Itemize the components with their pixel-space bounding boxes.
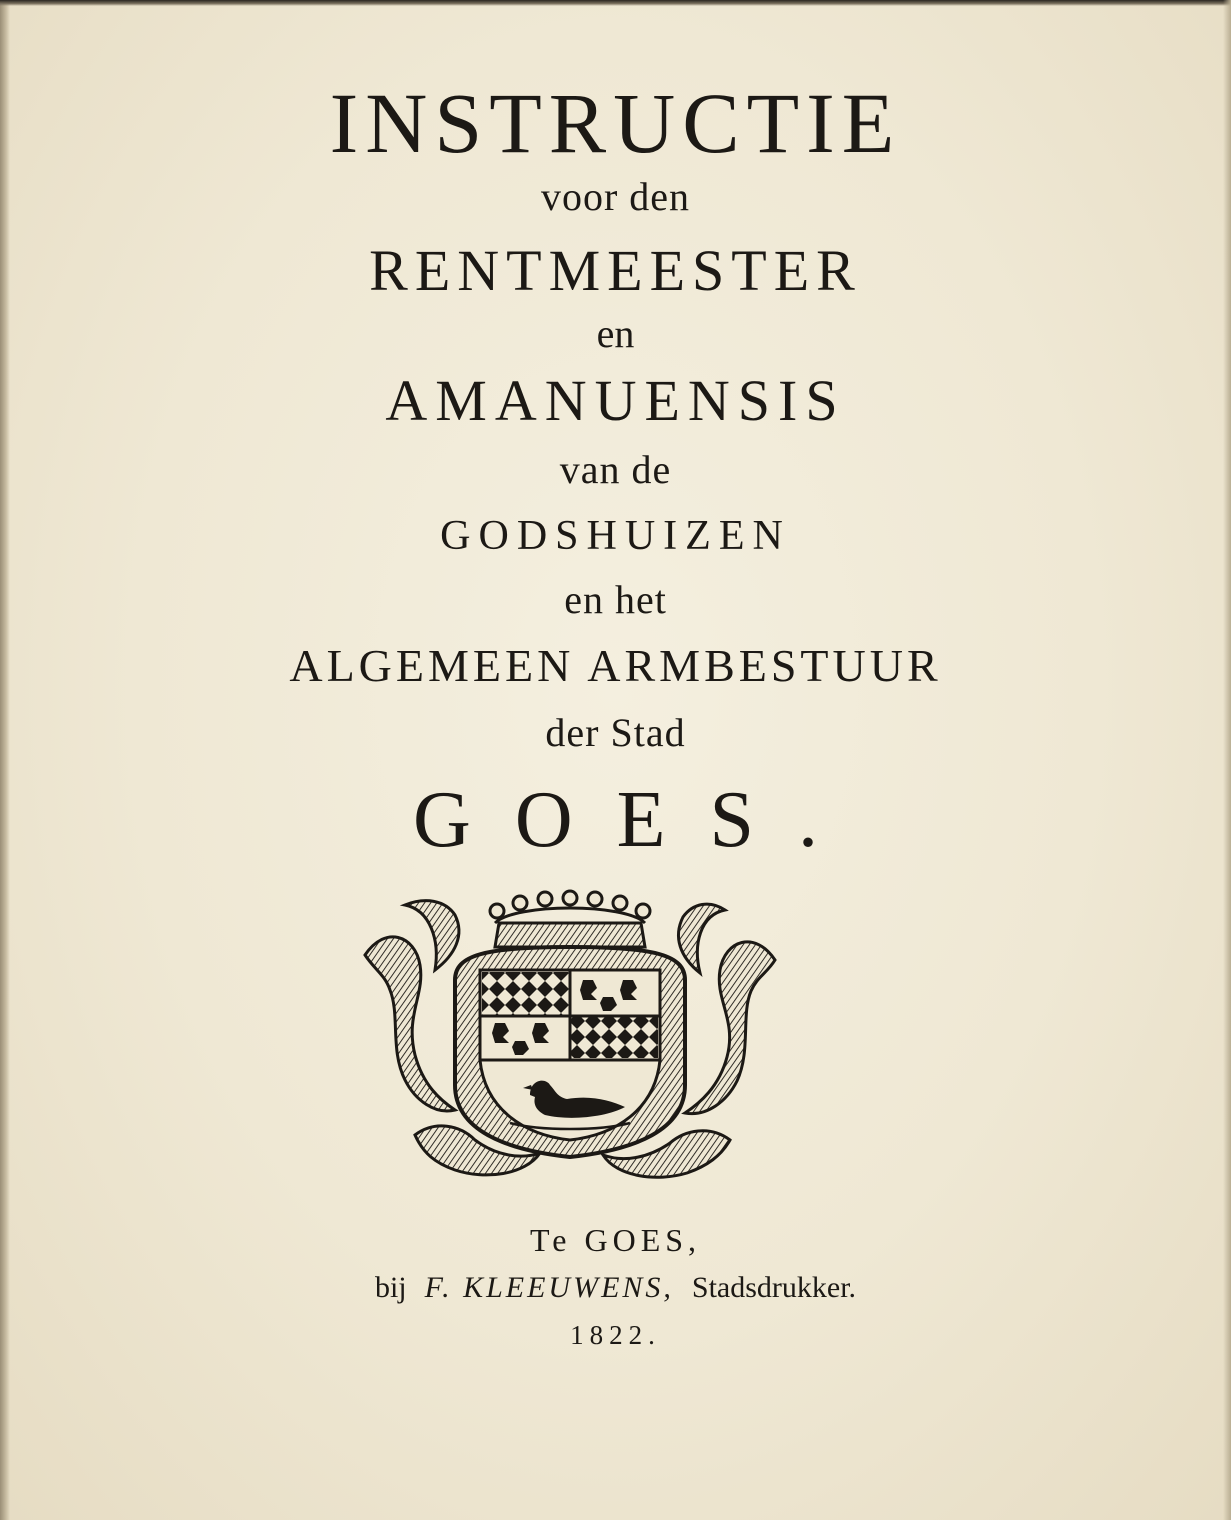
title-en-het: en het [564, 577, 667, 622]
title-der-stad: der Stad [545, 710, 686, 755]
title-voor-den: voor den [540, 174, 691, 219]
imprint-place: Te GOES, [529, 1222, 702, 1258]
title-godshuizen: GODSHUIZEN [440, 513, 791, 559]
imprint-role: Stadsdrukker. [691, 1271, 857, 1304]
title-en: en [596, 311, 635, 356]
shield [480, 970, 660, 1140]
title-goes: GOES. [413, 776, 862, 864]
imprint-printer-line [0, 1273, 1231, 1303]
coat-of-arms-icon [345, 885, 795, 1200]
page-edge-top [0, 0, 1231, 6]
imprint-prefix: bij [374, 1271, 407, 1304]
title-rentmeester: RENTMEESTER [369, 238, 862, 303]
imprint-printer: F. KLEEUWENS, [424, 1271, 674, 1304]
title-algemeen-armbestuur: ALGEMEEN ARMBESTUUR [289, 640, 942, 691]
crown [490, 891, 650, 947]
title-van-de: van de [559, 447, 672, 492]
title-instructie: INSTRUCTIE [329, 75, 902, 171]
title-amanuensis: AMANUENSIS [385, 368, 846, 433]
imprint-year: 1822. [570, 1320, 661, 1350]
